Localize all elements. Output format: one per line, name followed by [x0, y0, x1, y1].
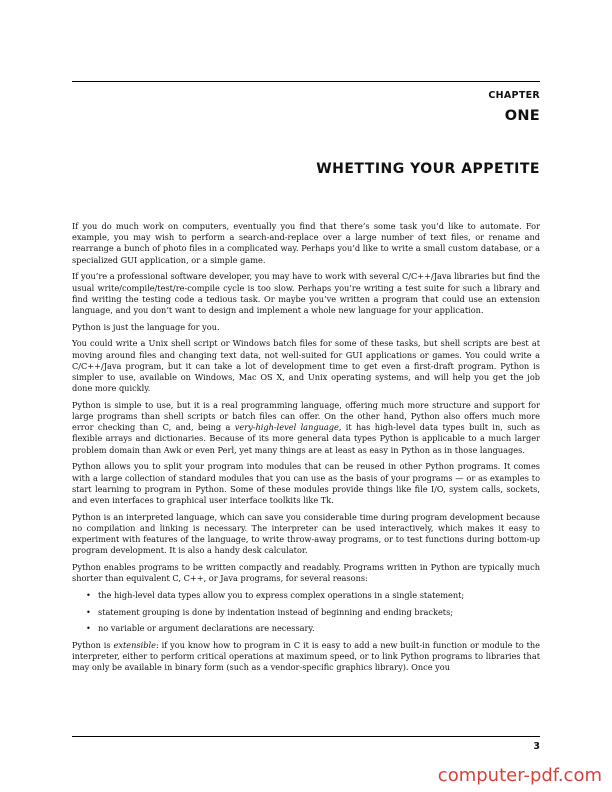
chapter-label: CHAPTER	[488, 90, 540, 101]
paragraph-6: Python allows you to split your program into modules that can be reused in other Python programs. It comes with a large collection of standard modules that you can use as the basis of your programs — or as examples to start learning to program in Python. Some of these modules provide things like file I/O, system calls, sockets, and even interfaces to graphical user interface toolkits like Tk.	[72, 461, 540, 505]
paragraph-2: If you’re a professional software developer, you may have to work with several C/C++/Java libraries but find the usual write/compile/test/re-compile cycle is too slow. Perhaps you’re writing a test suite for such a library and find writing the testing code a tedious task. Or maybe you’ve written a program that could use an extension language, and you don’t want to design and implement a whole new language for your application.	[72, 271, 540, 315]
paragraph-8: Python enables programs to be written compactly and readably. Programs written in Python are typically much shorter than equivalent C, C++, or Java programs, for several reasons:	[72, 561, 540, 584]
list-item: • statement grouping is done by indentation instead of beginning and ending brackets;	[98, 607, 540, 618]
paragraph-5	[72, 400, 540, 456]
paragraph-9-emphasis: extensible	[113, 640, 156, 650]
chapter-title: WHETTING YOUR APPETITE	[316, 161, 540, 177]
list-item: • the high-level data types allow you to express complex operations in a single statement;	[98, 590, 540, 601]
paragraph-3: Python is just the language for you.	[72, 321, 220, 332]
page-number: 3	[533, 741, 540, 752]
paragraph-5-emphasis: very-high-level language	[234, 422, 339, 433]
chapter-body	[72, 221, 540, 679]
chapter-number: ONE	[504, 108, 540, 124]
paragraph-4: You could write a Unix shell script or Windows batch files for some of these tasks, but shell scripts are best at moving around files and changing text data, not well-suited for GUI applications or games. You could write a C/C++/Java program, but it can take a lot of development time to get even a first-draft program. Python is simpler to use, available on Windows, Mac OS X, and Unix operating systems, and will help you get the job done more quickly.	[72, 338, 540, 394]
paragraph-5-start: Python is simple to use, but it is a real programming language, offering much more structure and support for large programs than shell scripts or batch files can offer. On the other hand, Python also offers much more error checking than C, and, being a	[72, 399, 540, 433]
paragraph-5-end: , it has high-level data types built in, such as flexible arrays and dictionaries. Because of its more general data types Python is applicable to a much larger problem domain than Awk or even Perl, yet many things are at least as easy in Python as in those languages.	[72, 422, 540, 455]
reasons-list	[72, 590, 540, 635]
footer-rule	[72, 736, 540, 737]
header-rule	[72, 81, 540, 82]
paragraph-1: If you do much work on computers, eventually you find that there’s some task you’d like to automate. For example, you may wish to perform a search-and-replace over a large number of text files, or rename and rearrange a bunch of photo files in a complicated way. Perhaps you’d like to write a small custom database, or a specialized GUI application, or a simple game.	[72, 221, 540, 265]
paragraph-9-end: : if you know how to program in C it is easy to add a new built-in function or module to the interpreter, either to perform critical operations at maximum speed, or to link Python programs to libraries that may only be available in binary form (such as a vendor-specific graphics library). Once you	[72, 640, 540, 673]
list-item: • no variable or argument declarations are necessary.	[98, 623, 540, 634]
paragraph-9-start: Python is	[72, 640, 114, 650]
watermark-link[interactable]: computer-pdf.com	[437, 765, 602, 786]
paragraph-9	[72, 640, 540, 674]
paragraph-7: Python is an interpreted language, which can save you considerable time during program development because no compilation and linking is necessary. The interpreter can be used interactively, which makes it easy to experiment with features of the language, to write throw-away programs, or to test functions during bottom-up program development. It is also a handy desk calculator.	[72, 511, 540, 556]
